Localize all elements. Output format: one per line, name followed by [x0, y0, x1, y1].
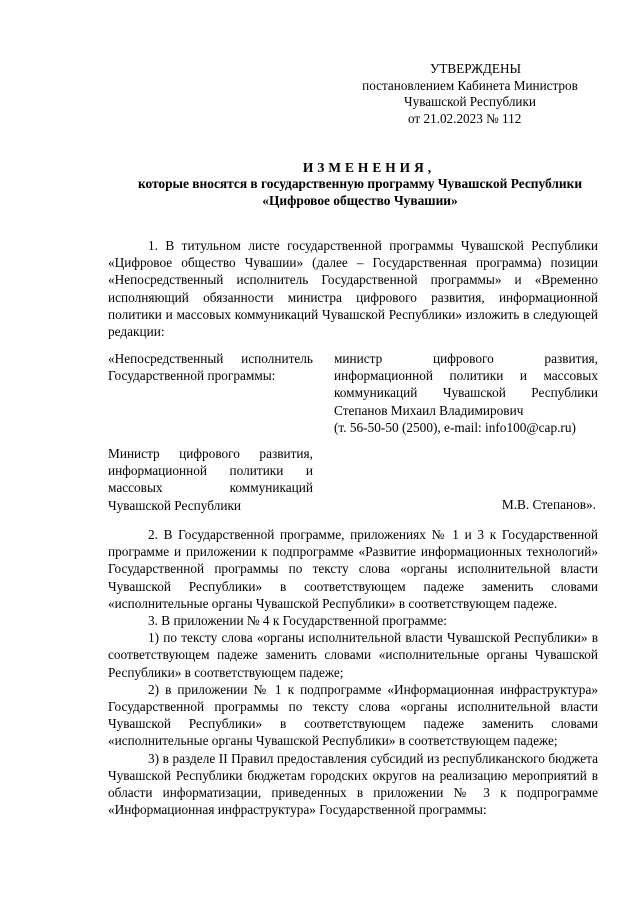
signature-name: М.В. Степанов».	[501, 497, 596, 512]
paragraph-2: 2. В Государственной программе, приложениях № 1 и 3 к Государственной программе и приложении к подпрограмме «Развитие информационных технологий» Государственной программы по тексту слова «органы исполнительной власти Чувашской Республики» в соответствующем падеже заменить словами «исполнительные органы Чувашской Республики» в соответствующем падеже.	[108, 527, 598, 611]
title-line-2: которые вносятся в государственную программу Чувашской Республики	[137, 176, 583, 191]
paragraph-3-3: 3) в разделе II Правил предоставления субсидий из республиканского бюджета Чувашской Республики бюджетам городских округов на реализацию мероприятий в области информатизации, приведенных в приложении № 3 к подпрограмме «Информационная инфраструктура» Государственной программы:	[108, 750, 598, 818]
paragraph-3: 3. В приложении № 4 к Государственной программе:	[148, 613, 448, 629]
approval-heading: УТВЕРЖДЕНЫ	[430, 61, 522, 76]
document-title	[80, 160, 640, 209]
paragraph-3-2: 2) в приложении № 1 к подпрограмме «Информационная инфраструктура» Государственной программы по тексту слова «органы исполнительной власти Чувашской Республики» в соответствующем падеже заменить словами «исполнительные органы Чувашской Республики» в соответствующем падеже;	[108, 681, 598, 749]
approval-republic: Чувашской Республики	[404, 94, 536, 109]
table-row-1-left: «Непосредственный исполнитель Государственной программы:	[108, 351, 313, 384]
executor-name: министр цифрового развития, информационной политики и массовых коммуникаций Чувашской Республики Степанов Михаил Владимирович	[334, 351, 598, 418]
approval-block	[340, 61, 600, 127]
paragraph-1	[108, 237, 598, 340]
paragraphs-block	[108, 526, 598, 818]
table-row-2-left: Министр цифрового развития, информационной политики и массовых коммуникаций Чувашской Республики	[108, 446, 313, 513]
title-heading: ИЗМЕНЕНИЯ,	[302, 160, 436, 175]
table-row-1-right	[334, 350, 598, 436]
approval-date-number: от 21.02.2023 № 112	[408, 110, 522, 126]
paragraph-3-1: 1) по тексту слова «органы исполнительной власти Чувашской Республики» в соответствующем падеже заменить словами «исполнительные органы Чувашской Республики» в соответствующем падеже;	[108, 630, 598, 680]
paragraph-1-text: 1. В титульном листе государственной программы Чувашской Республики «Цифровое общество Чувашии» (далее – Государственная программа) позиции «Непосредственный исполнитель Государственной программы» и «Временно исполняющий обязанности министра цифрового развития, информационной политики и массовых коммуникаций Чувашской Республики» изложить в следующей редакции:	[108, 238, 598, 340]
executor-contacts: (т. 56-50-50 (2500), e-mail: info100@cap.ru)	[334, 419, 576, 435]
approval-authority: постановлением Кабинета Министров	[362, 77, 578, 93]
title-line-3: «Цифровое общество Чувашии»	[262, 192, 458, 208]
